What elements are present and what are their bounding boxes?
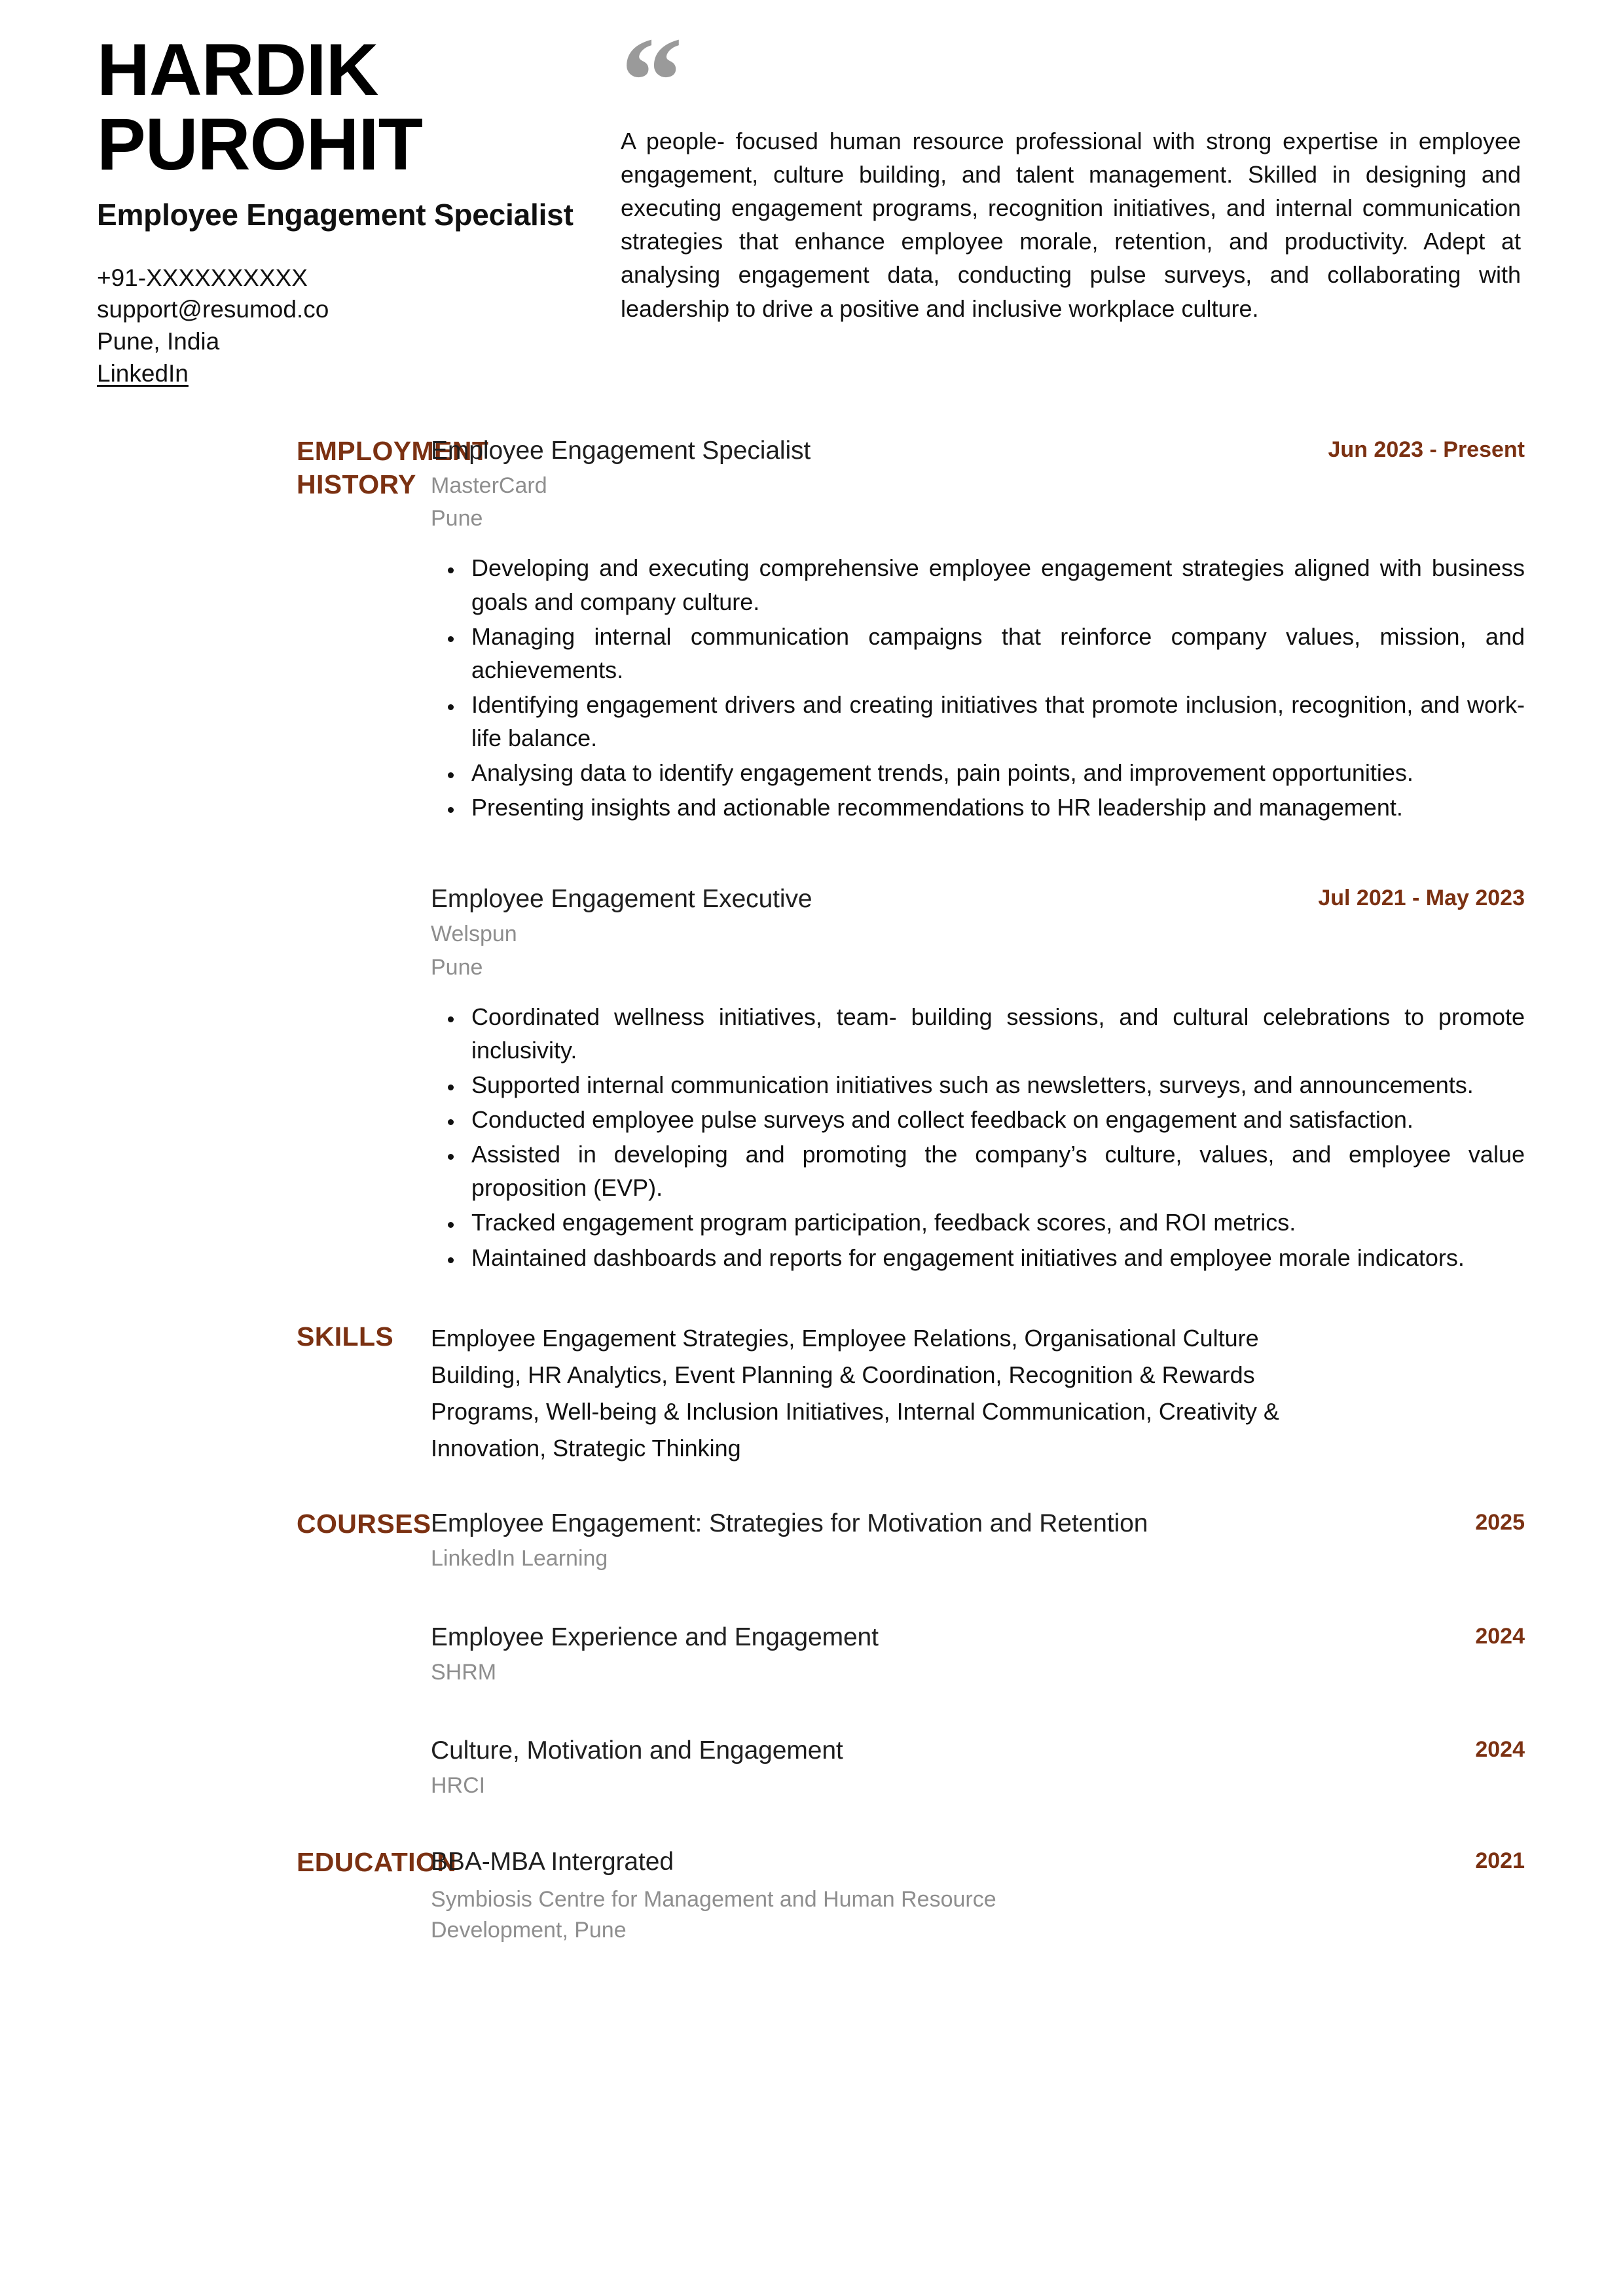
degree-title: BBA-MBA Intergrated <box>431 1848 674 1876</box>
list-item: • Identifying engagement drivers and creating initiatives that promote inclusion, recognition, and work-life balance. <box>464 688 1525 755</box>
list-item: • Tracked engagement program participation, feedback scores, and ROI metrics. <box>464 1206 1525 1239</box>
header-identity-block <box>97 29 621 390</box>
resume-header <box>0 0 1623 390</box>
employment-label-line1: EMPLOYMENT <box>297 435 489 466</box>
skills-content <box>431 1320 1525 1467</box>
contact-phone: +91-XXXXXXXXXX <box>97 264 308 291</box>
education-entry <box>431 1846 1525 1946</box>
list-item: • Coordinated wellness initiatives, team- building sessions, and cultural celebrations to promote inclusivity. <box>464 1000 1525 1067</box>
list-item: • Supported internal communication initiatives such as newsletters, surveys, and announcements. <box>464 1068 1525 1102</box>
section-skills <box>97 1320 1525 1467</box>
course-title: Employee Experience and Engagement <box>431 1623 879 1651</box>
skills-list: Employee Engagement Strategies, Employee Relations, Organisational Culture Building, HR Analytics, Event Planning & Coordination, Recognition & Rewards Programs, Well-being & Inclusion Initiatives, Internal Communication, Creativity & Innovation, Strategic Thinking <box>431 1324 1279 1462</box>
resume-body <box>0 435 1623 1946</box>
section-heading-courses: COURSES <box>297 1509 431 1539</box>
skills-label-col <box>97 1320 431 1354</box>
job-location: Pune <box>431 954 483 980</box>
job-date-range: Jun 2023 - Present <box>1328 437 1525 462</box>
course-provider: SHRM <box>431 1659 497 1685</box>
job-header <box>431 883 1525 916</box>
job-responsibilities <box>431 1000 1525 1274</box>
job-entry <box>431 883 1525 1274</box>
job-company: MasterCard <box>431 473 547 498</box>
list-item: • Presenting insights and actionable recommendations to HR leadership and management. <box>464 791 1525 824</box>
list-item: • Developing and executing comprehensive employee engagement strategies aligned with business goals and company culture. <box>464 551 1525 618</box>
section-heading-education: EDUCATION <box>297 1847 457 1878</box>
course-year: 2024 <box>1475 1737 1525 1763</box>
list-item: • Analysing data to identify engagement trends, pain points, and improvement opportunities. <box>464 756 1525 789</box>
education-year: 2021 <box>1475 1848 1525 1874</box>
list-item: • Managing internal communication campaigns that reinforce company values, mission, and achievements. <box>464 620 1525 687</box>
course-entry <box>431 1507 1525 1574</box>
employment-entries <box>431 435 1525 1276</box>
course-header <box>431 1734 1525 1768</box>
list-item: • Conducted employee pulse surveys and collect feedback on engagement and satisfaction. <box>464 1103 1525 1136</box>
education-header <box>431 1846 1525 1879</box>
job-entry <box>431 435 1525 824</box>
headline-job-title: Employee Engagement Specialist <box>97 198 574 232</box>
job-title: Employee Engagement Specialist <box>431 436 811 465</box>
course-provider: HRCI <box>431 1773 486 1799</box>
page-title <box>97 29 581 186</box>
course-entry <box>431 1621 1525 1688</box>
contact-location: Pune, India <box>97 328 220 355</box>
course-header <box>431 1507 1525 1541</box>
course-header <box>431 1621 1525 1655</box>
job-title: Employee Engagement Executive <box>431 885 812 914</box>
course-year: 2025 <box>1475 1510 1525 1535</box>
job-responsibilities <box>431 551 1525 824</box>
education-label-col <box>97 1846 457 1879</box>
linkedin-link[interactable]: LinkedIn <box>97 360 189 387</box>
section-employment-history <box>97 435 1525 1276</box>
section-education <box>97 1846 1525 1946</box>
professional-summary: A people- focused human resource professional with strong expertise in employee engagement, culture building, and talent management. Skilled in designing and executing engagement programs, recognition initiatives, and internal communication strategies that enhance employee morale, retention, and productivity. Adept at analysing engagement data, conducting pulse surveys, and collaborating with leadership to drive a positive and inclusive workplace culture. <box>621 128 1521 322</box>
courses-entries <box>431 1507 1525 1801</box>
job-location: Pune <box>431 506 483 531</box>
course-entry <box>431 1734 1525 1801</box>
job-date-range: Jul 2021 - May 2023 <box>1318 886 1525 911</box>
first-name: HARDIK <box>97 29 378 111</box>
course-title: Employee Engagement: Strategies for Motivation and Retention <box>431 1509 1148 1538</box>
job-company: Welspun <box>431 921 517 946</box>
header-summary-block <box>621 33 1525 390</box>
contact-email: support@resumod.co <box>97 296 329 323</box>
education-entries <box>431 1846 1525 1946</box>
course-title: Culture, Motivation and Engagement <box>431 1736 843 1765</box>
course-provider: LinkedIn Learning <box>431 1545 608 1571</box>
education-institution: Symbiosis Centre for Management and Human Resource Development, Pune <box>431 1886 996 1943</box>
section-heading-skills: SKILLS <box>297 1321 394 1352</box>
course-year: 2024 <box>1475 1623 1525 1649</box>
employment-label-line2: HISTORY <box>297 469 416 500</box>
section-courses <box>97 1507 1525 1801</box>
last-name: PUROHIT <box>97 103 422 186</box>
courses-label-col <box>97 1507 431 1541</box>
list-item: • Maintained dashboards and reports for engagement initiatives and employee morale indicators. <box>464 1241 1525 1274</box>
job-header <box>431 435 1525 468</box>
quote-icon: “ <box>621 37 679 115</box>
list-item: • Assisted in developing and promoting the company’s culture, values, and employee value proposition (EVP). <box>464 1138 1525 1204</box>
